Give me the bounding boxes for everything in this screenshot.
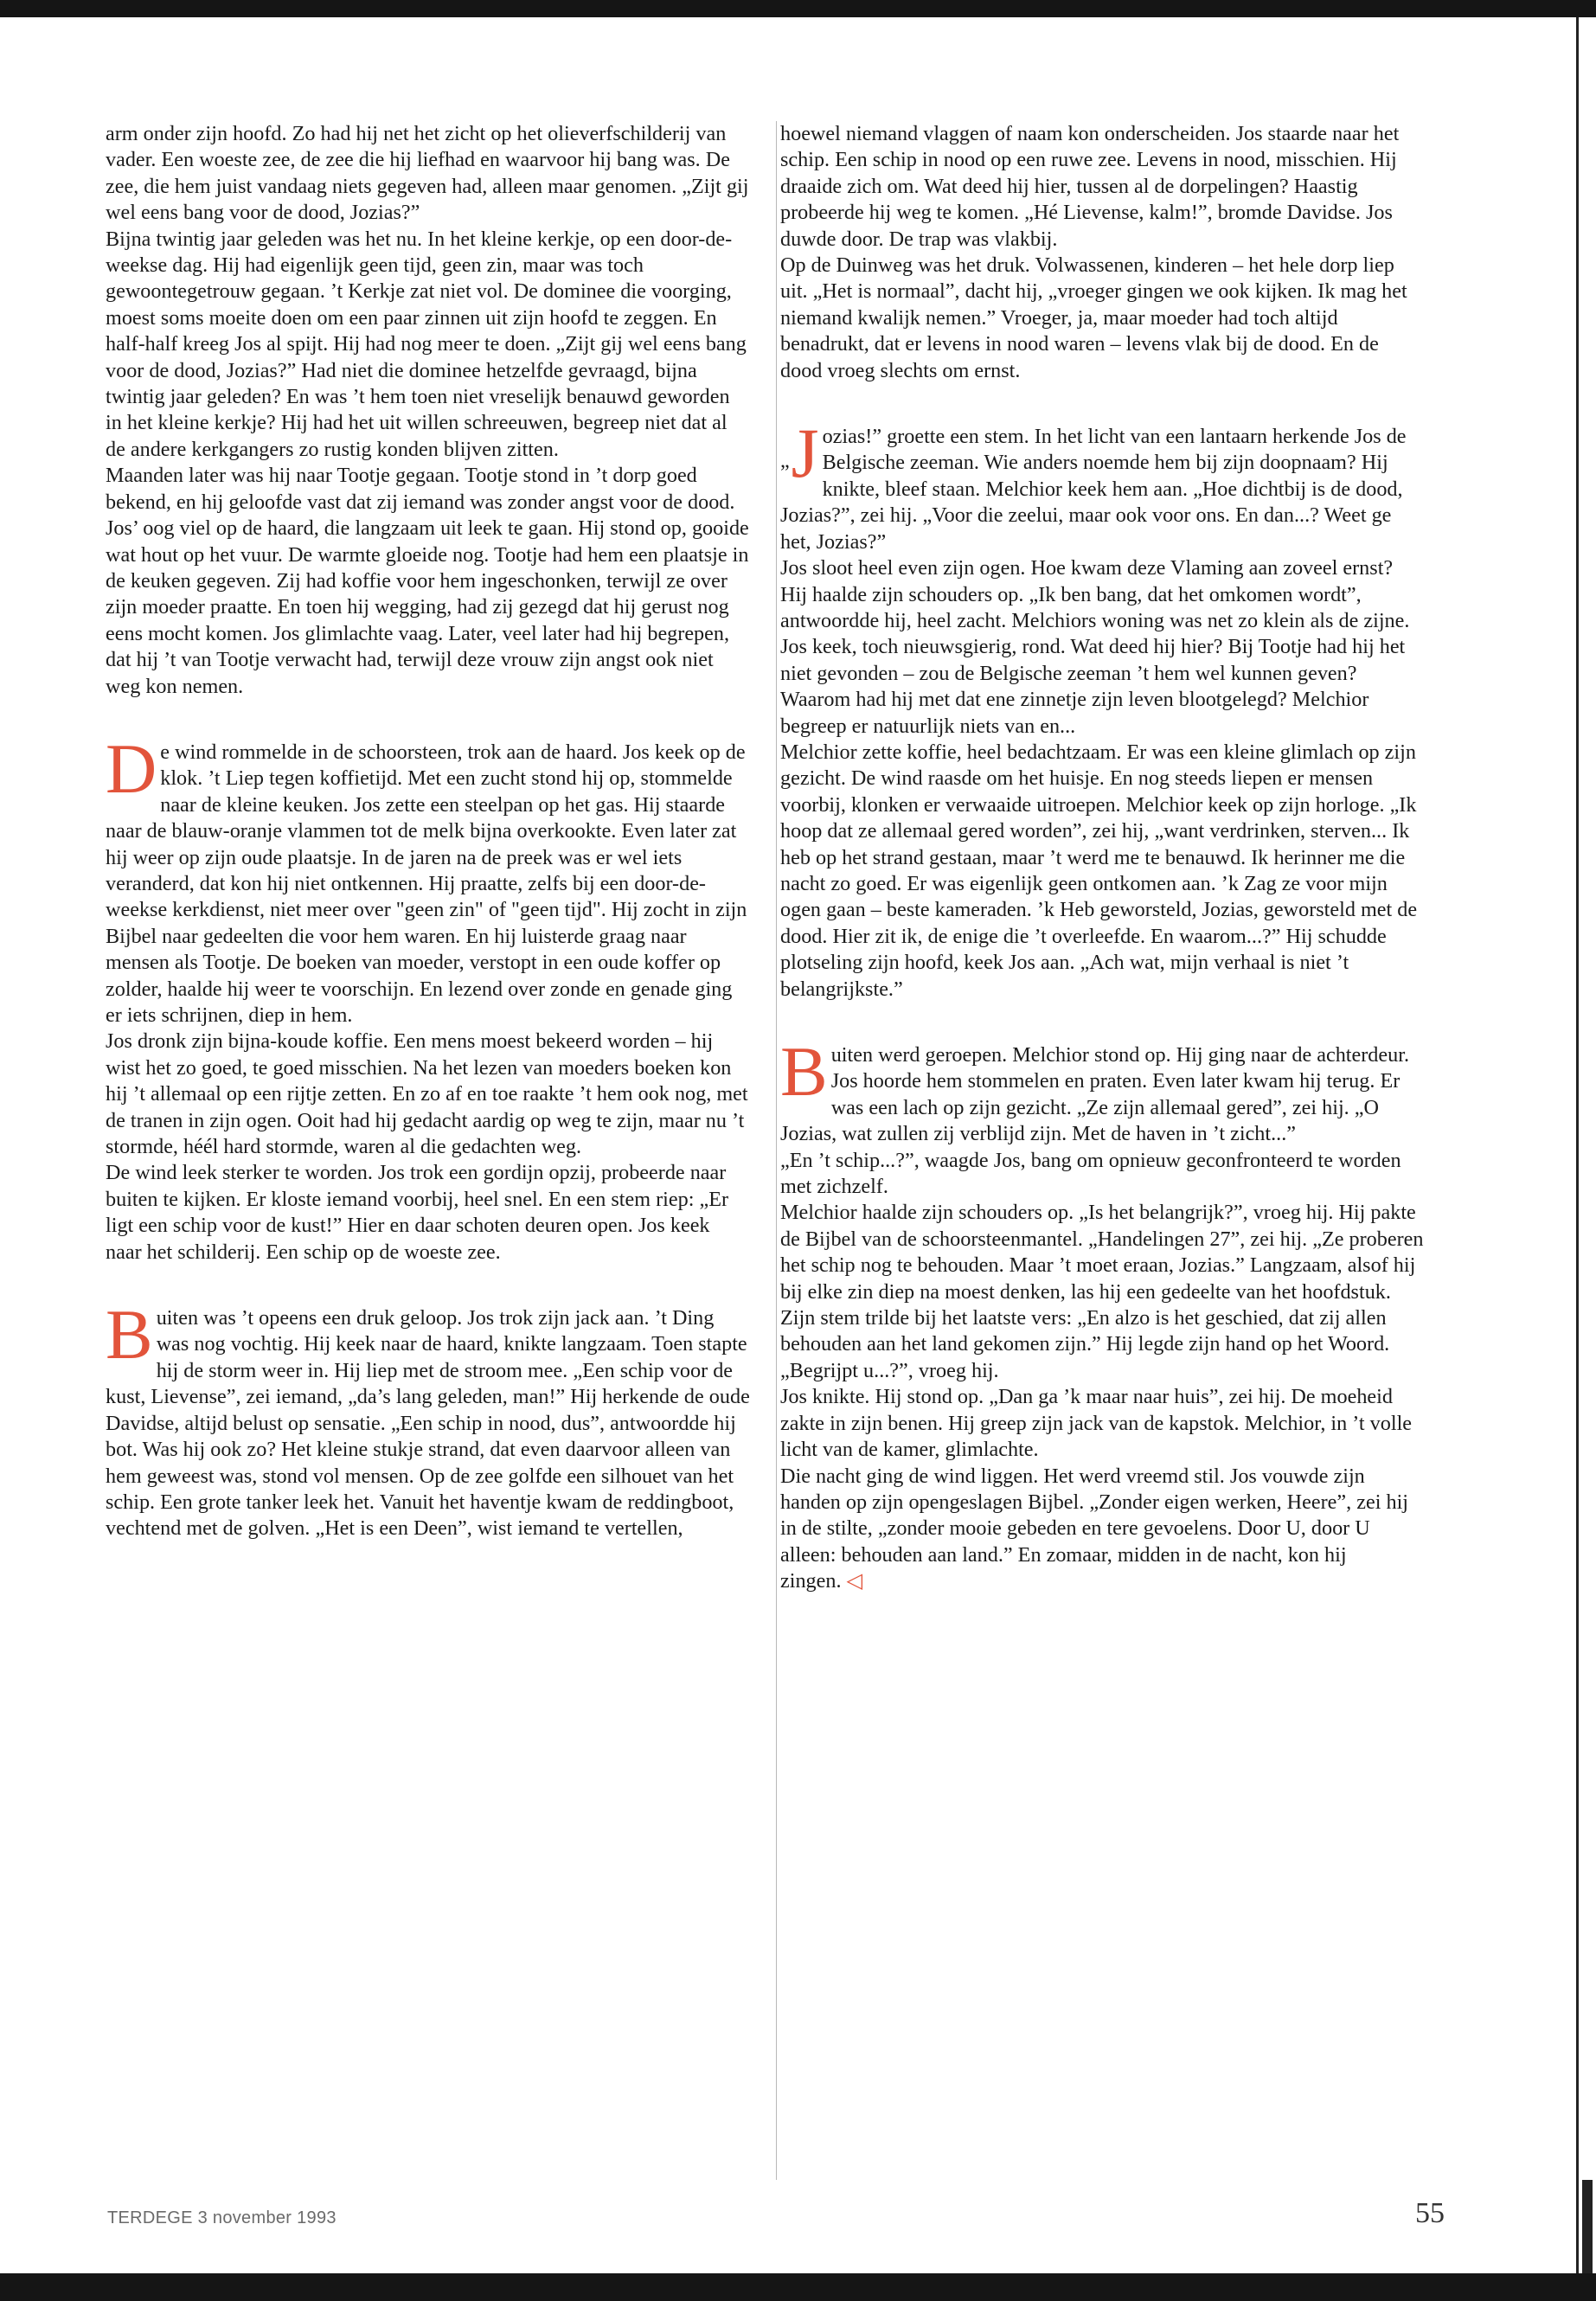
paragraph: Bijna twintig jaar geleden was het nu. In het kleine kerkje, op een door-de-weekse dag. Hij had eigenlijk geen tijd, geen zin, maar was toch gewoontegetrouw gegaan. ’t Kerkje zat niet vol. De dominee die voorging, moest soms moeite doen om een paar zinnen uit zijn hoofd te zeggen. En half-half kreeg Jos al spijt. Hij had nog meer te doen. „Zijt gij wel eens bang voor de dood, Jozias?” Had niet die dominee hetzelfde gevraagd, bijna twintig jaar geleden? En was ’t hem toen niet vreselijk benauwd geworden in het kleine kerkje? Hij had het uit willen schreeuwen, begreep niet dat al de andere kerkgangers zo rustig konden blijven zitten. <box>106 227 747 461</box>
paragraph: De wind leek sterker te worden. Jos trok een gordijn opzij, probeerde naar buiten te kijken. Er kloste iemand voorbij, heel snel. En een stem riep: „Er ligt een schip voor de kust!” Hier en daar schoten deuren open. Jos keek naar het schilderij. Een schip op de woeste zee. <box>106 1161 729 1264</box>
section-gap <box>780 1003 1425 1042</box>
right-column <box>780 121 1425 2180</box>
paragraph-text: e wind rommelde in de schoorsteen, trok aan de haard. Jos keek op de klok. ’t Liep tegen koffietijd. Met een zucht stond hij op, stommelde naar de kleine keuken. Jos zette een steelpan op het gas. Hij staarde naar de blauw-oranje vlammen tot de melk bijna overkookte. Even later zat hij weer op zijn oude plaatsje. In de jaren na de preek was er wel iets veranderd, dat kon hij niet ontkennen. Hij praatte, zelfs bij een door-de-weekse kerkdienst, niet meer over "geen zin" of "geen tijd". Hij zocht in zijn Bijbel naar gedeelten die voor hem waren. En hij luisterde graag naar mensen als Tootje. De boeken van moeder, verstopt in een oude koffer op zolder, haalde hij weer te voorschijn. En lezend over zonde en genade ging er iets schrijnen, diep in hem. <box>106 740 747 1027</box>
paragraph: Maanden later was hij naar Tootje gegaan. Tootje stond in ’t dorp goed bekend, en hij geloofde vast dat zij iemand was zonder angst voor de dood. <box>106 464 735 514</box>
drop-cap: D <box>106 728 157 808</box>
paragraph-text: uiten werd geroepen. Melchior stond op. Hij ging naar de achterdeur. <box>830 1043 1410 1067</box>
paragraph-text: ozias!” groette een stem. In het licht van een lantaarn herkende Jos de Belgische zeeman. Wie anders noemde hem bij zijn doopnaam? Hij knikte, bleef staan. Melchior keek hem aan. „Hoe dichtbij is de dood, Jozias?”, zei hij. „Voor die zeelui, maar ook voor ons. En dan...? Weet ge het, Jozias?” <box>780 425 1407 554</box>
column-divider <box>776 121 777 2180</box>
final-paragraph <box>780 1464 1425 1595</box>
paragraph: „En ’t schip...?”, waagde Jos, bang om opnieuw geconfronteerd te worden met zichzelf. <box>780 1148 1401 1199</box>
page-number: 55 <box>1415 2197 1445 2229</box>
section-paragraph <box>780 413 1425 555</box>
opening-quote: „ <box>780 450 790 473</box>
paragraph-text: uiten was ’t opeens een druk geloop. Jos trok zijn jack aan. ’t Ding was nog vochtig. Hij keek naar de haard, knikte langzaam. Toen stapte hij de storm weer in. Hij liep met de stroom mee. „Een schip voor de kust, Lievense”, zei iemand, „da’s lang geleden, man!” Hij herkende de oude Davidse, altijd belust op sensatie. „Een schip in nood, dus”, antwoordde hij bot. Was hij ook zo? Het kleine stukje strand, dat even daarvoor alleen van hem geweest was, stond vol mensen. Op de zee golfde een silhouet van het schip. Een grote tanker leek het. Vanuit het haventje kwam de reddingboot, vechtend met de golven. „Het is een Deen”, wist iemand te vertellen, <box>106 1306 750 1541</box>
section-gap <box>106 700 750 740</box>
drop-cap: B <box>106 1295 153 1375</box>
paragraph: Op de Duinweg was het druk. Volwassenen, kinderen – het hele dorp liep uit. „Het is normaal”, dacht hij, „vroeger gingen we ook kijken. Ik mag het niemand kwalijk nemen.” Vroeger, ja, maar moeder had toch altijd benadrukt, dat er levens in nood waren – levens vlak bij de dood. En de dood vroeg slechts om ernst. <box>780 253 1407 382</box>
section-paragraph <box>106 728 750 1029</box>
paragraph: arm onder zijn hoofd. Zo had hij net het zicht op het olieverfschilderij van vader. Een woeste zee, de zee die hij liefhad en waarvoor hij bang was. De zee, die hem juist vandaag niets gegeven had, alleen maar genomen. „Zijt gij wel eens bang voor de dood, Jozias?” <box>106 122 749 225</box>
section-gap <box>780 384 1425 424</box>
drop-cap: J <box>791 413 819 493</box>
end-of-article-icon: ◁ <box>846 1569 863 1593</box>
paragraph-text: Die nacht ging de wind liggen. Het werd vreemd stil. Jos vouwde zijn handen op zijn opengeslagen Bijbel. „Zonder eigen werken, Heere”, zei hij in de stilte, „zonder mooie gebeden en tere gevoelens. Door U, door U alleen: behouden aan land.” En zomaar, midden in de nacht, kon hij zingen. <box>780 1464 1409 1593</box>
section-paragraph <box>106 1295 750 1542</box>
paragraph: Melchior haalde zijn schouders op. „Is het belangrijk?”, vroeg hij. Hij pakte de Bijbel van de schoorsteenmantel. „Handelingen 27”, zei hij. „Ze proberen het schip nog te behouden. Maar ’t moet eraan, Jozias.” Langzaam, alsof hij bij elke zin diep na moest denken, las hij een gedeelte van het hoofdstuk. Zijn stem trilde bij het laatste vers: „En alzo is het geschied, dat zij allen behouden aan het land gekomen zijn.” Hij legde zijn hand op het Woord. „Begrijpt u...?”, vroeg hij. <box>780 1201 1424 1382</box>
scan-border-top <box>0 0 1596 17</box>
paragraph: Jos hoorde hem stommelen en praten. Even later kwam hij terug. Er was een lach op zijn gezicht. „Ze zijn allemaal gered”, zei hij. „O Jozias, wat zullen zij verblijd zijn. Met de haven in ’t zicht...” <box>780 1069 1401 1146</box>
paragraph: Melchior zette koffie, heel bedachtzaam. Er was een kleine glimlach op zijn gezicht. De wind raasde om het huisje. En nog steeds liepen er mensen voorbij, klonken er verwaaide uitroepen. Melchior keek op zijn horloge. „Ik hoop dat ze allemaal gered worden”, zei hij, „want verdrinken, sterven... Ik heb op het strand gestaan, maar ’t werd me te benauwd. Ik herinner me die nacht zo goed. Er was eigenlijk geen ontkomen aan. ’k Zag ze voor mijn ogen gaan – beste kameraden. ’k Heb geworsteld, Jozias, geworsteld met de dood. Hier zit ik, de enige die ’t overleefde. En waarom...?” Hij schudde plotseling zijn hoofd, keek Jos aan. „Ach wat, mijn verhaal is niet ’t belangrijkste.” <box>780 740 1418 1001</box>
left-column <box>106 121 750 2180</box>
paragraph: Jos dronk zijn bijna-koude koffie. Een mens moest bekeerd worden – hij wist het zo goed, te goed misschien. Na het lezen van moeders boeken kon hij ’t allemaal op een rijtje zetten. En zo af en toe raakte ’t hem ook nog, met de tranen in zijn ogen. Ooit had hij gedacht aardig op weg te zijn, maar nu ’t stormde, héél hard stormde, waren al die gedachten weg. <box>106 1029 748 1159</box>
section-gap <box>106 1266 750 1305</box>
scan-border-bottom <box>0 2273 1596 2301</box>
publication-footer: TERDEGE 3 november 1993 <box>107 2208 337 2227</box>
paragraph: Jos knikte. Hij stond op. „Dan ga ’k maar naar huis”, zei hij. De moeheid zakte in zijn benen. Hij greep zijn jack van de kapstok. Melchior, in ’t volle licht van de kamer, glimlachte. <box>780 1385 1413 1462</box>
paragraph: Jos sloot heel even zijn ogen. Hoe kwam deze Vlaming aan zoveel ernst? Hij haalde zijn schouders op. „Ik ben bang, dat het omkomen wordt”, antwoordde hij, heel zacht. Melchiors woning was net zo klein als de zijne. Jos keek, toch nieuwsgierig, rond. Wat deed hij hier? Bij Tootje had hij het niet gevonden – zou de Belgische zeeman ’t hem wel kunnen geven? Waarom had hij met dat ene zinnetje zijn leven blootgelegd? Melchior begreep er natuurlijk niets van en... <box>780 556 1410 738</box>
scan-border-right <box>1576 17 1596 2273</box>
paragraph: Jos’ oog viel op de haard, die langzaam uit leek te gaan. Hij stond op, gooide wat hout op het vuur. De warmte gloeide nog. Tootje had hem een plaatsje in de keuken gegeven. Zij had koffie voor hem ingeschonken, terwijl ze over zijn moeder praatte. En toen hij wegging, had zij gezegd dat hij gerust nog eens mocht komen. Jos glimlachte vaag. Later, veel later had hij begrepen, dat hij ’t van Tootje verwacht had, terwijl deze vrouw zijn angst ook niet weg kon nemen. <box>106 516 749 698</box>
paragraph: hoewel niemand vlaggen of naam kon onderscheiden. Jos staarde naar het schip. Een schip in nood op een ruwe zee. Levens in nood, misschien. Hij draaide zich om. Wat deed hij hier, tussen al de dorpelingen? Haastig probeerde hij weg te komen. „Hé Lievense, kalm!”, bromde Davidse. Jos duwde door. De trap was vlakbij. <box>780 122 1400 251</box>
drop-cap: B <box>780 1032 828 1111</box>
